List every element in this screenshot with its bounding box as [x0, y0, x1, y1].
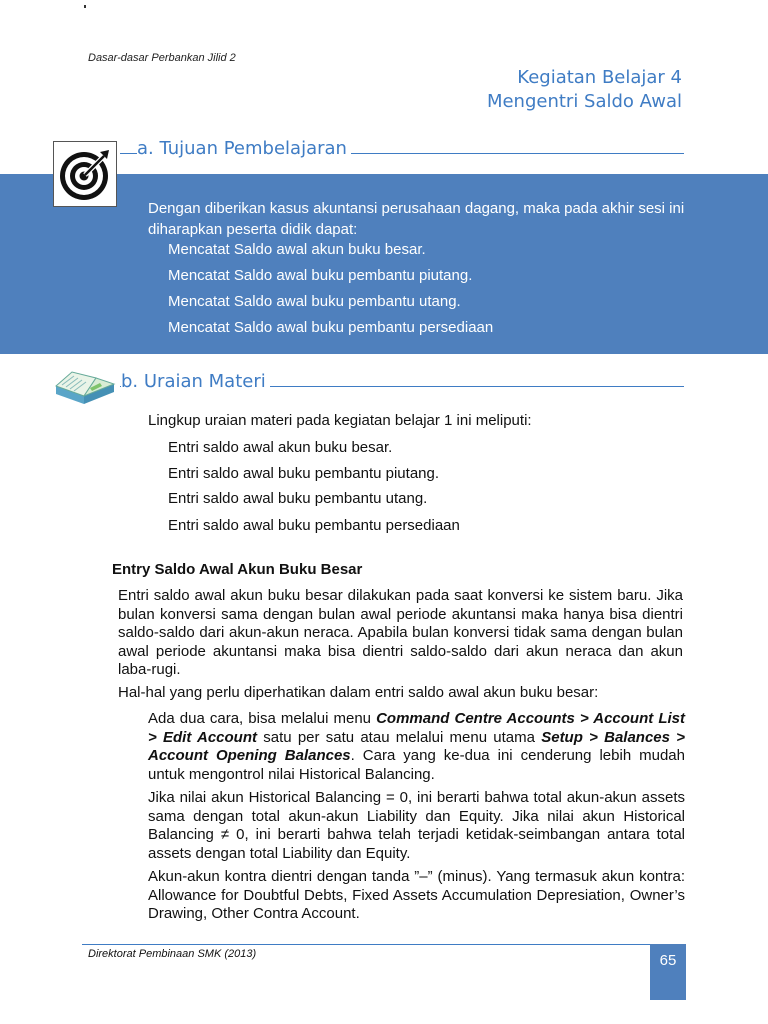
objective-item: Mencatat Saldo awal buku pembantu utang. [168, 293, 461, 310]
footer-note: Direktorat Pembinaan SMK (2013) [88, 948, 257, 960]
entry-heading: Entry Saldo Awal Akun Buku Besar [112, 561, 363, 578]
bullet-1-menu-path-1: Command Centre Accounts > Account List > Edit Account [148, 710, 685, 746]
entry-bullet-2: Jika nilai akun Historical Balancing = 0, ini berarti bahwa total akun-akun assets sama dengan total akun-akun Liability dan Equity. Jika nilai akun Historical Balancing ≠ 0, ini berarti bahwa telah terjadi ketidak-seimbangan antara total assets dengan total Liability dan Equity. [148, 789, 685, 862]
materials-item: Entri saldo awal akun buku besar. [168, 439, 393, 456]
objective-item: Mencatat Saldo awal buku pembantu piutang. [168, 267, 473, 284]
bullet-1-menu-path-2: Setup > Balances > Account Opening Balances [148, 728, 685, 764]
objective-item: Mencatat Saldo awal akun buku besar. [168, 241, 426, 258]
book-title: Dasar-dasar Perbankan Jilid 2 [88, 52, 236, 64]
entry-paragraph-2: Hal-hal yang perlu diperhatikan dalam entri saldo awal akun buku besar: [118, 684, 599, 701]
materials-item: Entri saldo awal buku pembantu piutang. [168, 465, 440, 482]
footer-rule [82, 944, 686, 945]
chapter-subtitle: Mengentri Saldo Awal [486, 91, 682, 112]
bullet-1-text-a: Ada dua cara, bisa melalui menu [148, 710, 377, 727]
materials-item: Entri saldo awal buku pembantu persediaan [168, 517, 460, 534]
target-icon [53, 141, 117, 207]
entry-bullet-1 [148, 710, 685, 784]
top-dot [84, 5, 86, 8]
bullet-1-text-c: . Cara yang ke-dua ini cenderung lebih mudah untuk mengontrol nilai Historical Balancing. [148, 747, 685, 783]
section-b-title: b. Uraian Materi [121, 371, 270, 392]
bullet-1-text-b: satu per satu atau melalui menu utama [257, 728, 542, 746]
entry-paragraph: Entri saldo awal akun buku besar dilakukan pada saat konversi ke sistem baru. Jika bulan konversi sama dengan bulan awal periode akuntansi maka hanya bisa dientri saldo-saldo dari akun-akun neraca. Apabila bulan konversi tidak sama dengan bulan awal periode akuntansi maka bisa dientri saldo-saldo dari akun neraca dan akun laba-rugi. [118, 587, 683, 678]
entry-bullet-3: Akun-akun kontra dientri dengan tanda ”–” (minus). Yang termasuk akun kontra: Allowance for Doubtful Debts, Fixed Assets Accumulation Depresiation, Owner’s Drawing, Other Contra Account. [148, 868, 685, 922]
chapter-title: Kegiatan Belajar 4 [517, 67, 682, 88]
materials-item: Entri saldo awal buku pembantu utang. [168, 490, 428, 507]
section-a-title: a. Tujuan Pembelajaran [137, 138, 351, 159]
page-number: 65 [650, 944, 686, 1000]
objectives-intro: Dengan diberikan kasus akuntansi perusahaan dagang, maka pada akhir sesi ini diharapkan peserta didik dapat: [148, 200, 685, 238]
book-icon [52, 366, 118, 406]
materials-intro: Lingkup uraian materi pada kegiatan belajar 1 ini meliputi: [148, 412, 532, 429]
objective-item: Mencatat Saldo awal buku pembantu persediaan [168, 319, 494, 336]
